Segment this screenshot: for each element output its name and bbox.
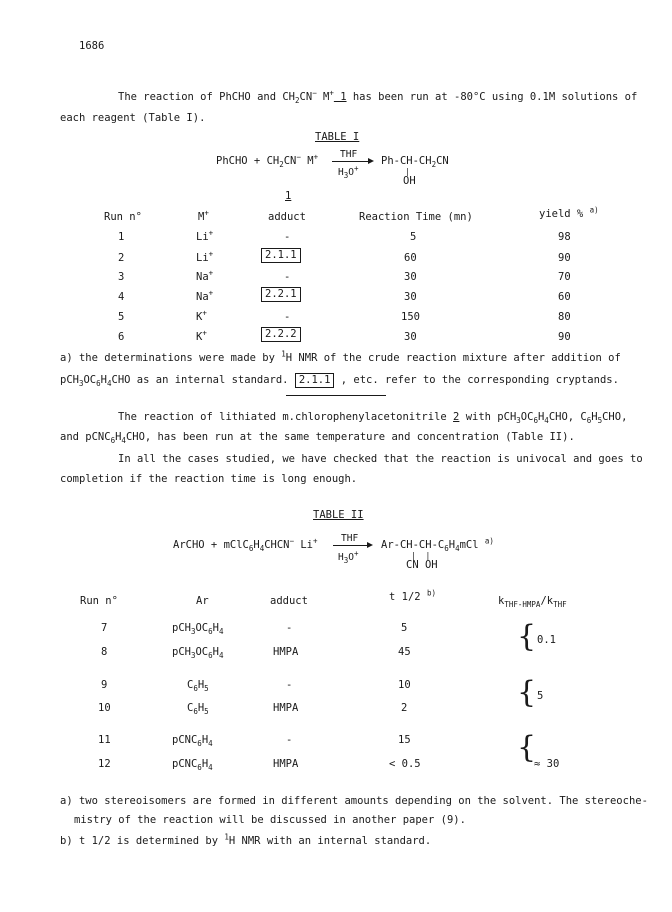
- paragraph-1-line-2: each reagent (Table I).: [60, 112, 206, 124]
- table-cell-run: 8: [101, 646, 108, 658]
- table-2-footnote-a-line-1: a) two stereoisomers are formed in different amounts depending on the solvent. The stereoche-: [60, 795, 648, 807]
- table-cell-run: 5: [118, 311, 125, 323]
- paragraph-3-line-1: In all the cases studied, we have checked that the reaction is univocal and goes to: [118, 453, 643, 465]
- table-cell-t-half: 2: [401, 702, 408, 714]
- table-cell-adduct: HMPA: [273, 758, 299, 770]
- ratio-brace-3: {: [517, 730, 537, 765]
- table-cell-time: 5: [410, 231, 417, 243]
- table-1-adduct-number: 1: [285, 190, 292, 202]
- table-2-product-bonds: | |: [411, 551, 431, 560]
- table-cell-adduct: 2.2.2: [261, 327, 301, 342]
- ratio-brace-2: {: [517, 675, 537, 710]
- table-cell-run: 2: [118, 252, 125, 264]
- paragraph-2-line-2: and $pCNC_6H_4CHO$, has been run at the same temperature and concentration (Table II).: [60, 431, 575, 446]
- table-cell-t-half: 5: [401, 622, 408, 634]
- table-cell-adduct: -: [284, 271, 291, 283]
- table-cell-run: 4: [118, 291, 125, 303]
- table-cell-time: 30: [404, 331, 417, 343]
- table-cell-ar: $pCNC_6H_4$: [172, 758, 213, 773]
- table-2-equation-product: $Ar-CH-CH-C_6H_4mCl$ $^{a)}$: [381, 536, 494, 554]
- table-2-footnote-a-line-2: mistry of the reaction will be discussed in another paper (9).: [74, 814, 466, 826]
- table-1-arrow-head: [368, 158, 374, 164]
- table-cell-m: Na+: [196, 268, 214, 283]
- table-1-equation-reactants: PhCHO + $CH_2CN^-$ M+: [216, 152, 319, 170]
- table-cell-adduct: -: [284, 231, 291, 243]
- table-2-header-run: Run n°: [80, 595, 118, 607]
- table-cell-adduct: HMPA: [273, 646, 299, 658]
- table-cell-yield: 98: [558, 231, 571, 243]
- table-1-product-bond: |: [405, 167, 410, 176]
- table-1-header-time: Reaction Time (mn): [359, 211, 473, 223]
- table-cell-t-half: 45: [398, 646, 411, 658]
- table-cell-ar: $pCH_3OC_6H_4$: [172, 622, 224, 637]
- table-cell-adduct: -: [284, 311, 291, 323]
- table-2-header-t-half: t 1/2 $^{b)}$: [389, 588, 436, 603]
- table-cell-time: 60: [404, 252, 417, 264]
- table-cell-adduct: 2.1.1: [261, 248, 301, 263]
- table-cell-run: 3: [118, 271, 125, 283]
- table-cell-adduct: -: [286, 622, 293, 634]
- table-2-reaction-arrow: [333, 545, 369, 546]
- table-cell-ar: $pCNC_6H_4$: [172, 734, 213, 749]
- table-cell-adduct: -: [286, 734, 293, 746]
- table-cell-run: 6: [118, 331, 125, 343]
- table-cell-adduct: HMPA: [273, 702, 299, 714]
- table-cell-m: K+: [196, 308, 207, 323]
- table-cell-yield: 90: [558, 252, 571, 264]
- table-cell-m: Li+: [196, 228, 214, 243]
- table-cell-run: 11: [98, 734, 111, 746]
- table-cell-t-half: 15: [398, 734, 411, 746]
- paragraph-3-line-2: completion if the reaction time is long enough.: [60, 473, 358, 485]
- table-cell-ar: $C_6H_5$: [187, 702, 209, 717]
- table-cell-adduct: -: [286, 679, 293, 691]
- table-cell-m: Na+: [196, 288, 214, 303]
- table-cell-run: 7: [101, 622, 108, 634]
- table-cell-m: K+: [196, 328, 207, 343]
- table-1-header-yield: yield % $^{a)}$: [539, 205, 599, 220]
- table-2-title: TABLE II: [313, 509, 364, 521]
- table-cell-run: 1: [118, 231, 125, 243]
- table-2-header-adduct: adduct: [270, 595, 308, 607]
- table-cell-adduct: 2.2.1: [261, 287, 301, 302]
- table-cell-yield: 90: [558, 331, 571, 343]
- table-2-arrow-head: [367, 542, 373, 548]
- table-1-product-oh: OH: [403, 175, 416, 187]
- table-cell-t-half: 10: [398, 679, 411, 691]
- table-2-arrow-h3o: $H_3O^+$: [338, 548, 359, 565]
- ratio-value-2: 5: [537, 690, 544, 702]
- table-cell-yield: 80: [558, 311, 571, 323]
- ratio-value-3: ≈ 30: [534, 758, 560, 770]
- table-cell-ar: $pCH_3OC_6H_4$: [172, 646, 224, 661]
- table-cell-yield: 70: [558, 271, 571, 283]
- table-2-header-rate-ratio: $k_{THF-HMPA}/k_{THF}$: [498, 595, 567, 610]
- ratio-brace-1: {: [517, 619, 537, 654]
- table-1-equation-product: $Ph-CH-CH_2CN$: [381, 155, 449, 170]
- table-1-footnote-line-1: a) the determinations were made by $^1$H NMR of the crude reaction mixture after addition of: [60, 349, 621, 364]
- table-cell-run: 9: [101, 679, 108, 691]
- table-cell-m: Li+: [196, 249, 214, 264]
- table-cell-time: 30: [404, 271, 417, 283]
- table-2-equation-reactants: ArCHO + $mClC_6H_4CHCN^-$ Li+: [173, 536, 318, 554]
- table-cell-yield: 60: [558, 291, 571, 303]
- table-1-header-run: Run n°: [104, 211, 142, 223]
- table-2-header-ar: Ar: [196, 595, 209, 607]
- table-2-footnote-b: b) t 1/2 is determined by $^1$H NMR with an internal standard.: [60, 832, 432, 847]
- table-2-product-cn-oh: CN OH: [406, 559, 438, 571]
- table-cell-t-half: < 0.5: [389, 758, 421, 770]
- ratio-value-1: 0.1: [537, 634, 556, 646]
- table-1-reaction-arrow: [332, 161, 370, 162]
- section-divider: [286, 395, 386, 396]
- table-1-title: TABLE I: [315, 131, 360, 143]
- table-1-footnote-line-2: $pCH_3OC_6H_4CHO$ as an internal standard. 2.1.1 , etc. refer to the corresponding cryptands.: [60, 374, 619, 389]
- table-1-header-m: M+: [198, 208, 209, 223]
- table-cell-run: 12: [98, 758, 111, 770]
- table-cell-time: 150: [401, 311, 420, 323]
- table-cell-run: 10: [98, 702, 111, 714]
- table-cell-ar: $C_6H_5$: [187, 679, 209, 694]
- table-2-arrow-thf: THF: [341, 533, 359, 544]
- table-1-arrow-thf: THF: [340, 149, 358, 160]
- table-cell-time: 30: [404, 291, 417, 303]
- table-1-arrow-h3o: $H_3O^+$: [338, 163, 359, 180]
- paragraph-1-line-1: The reaction of PhCHO and $CH_2CN^-$ M+ 1 has been run at -80°C using 0.1M solutions of: [118, 88, 638, 106]
- paragraph-2-line-1: The reaction of lithiated m.chlorophenylacetonitrile 2 with $pCH_3OC_6H_4CHO$, $C_6H_5CHO$,: [118, 411, 628, 426]
- page-number: 1686: [79, 40, 105, 52]
- table-1-header-adduct: adduct: [268, 211, 306, 223]
